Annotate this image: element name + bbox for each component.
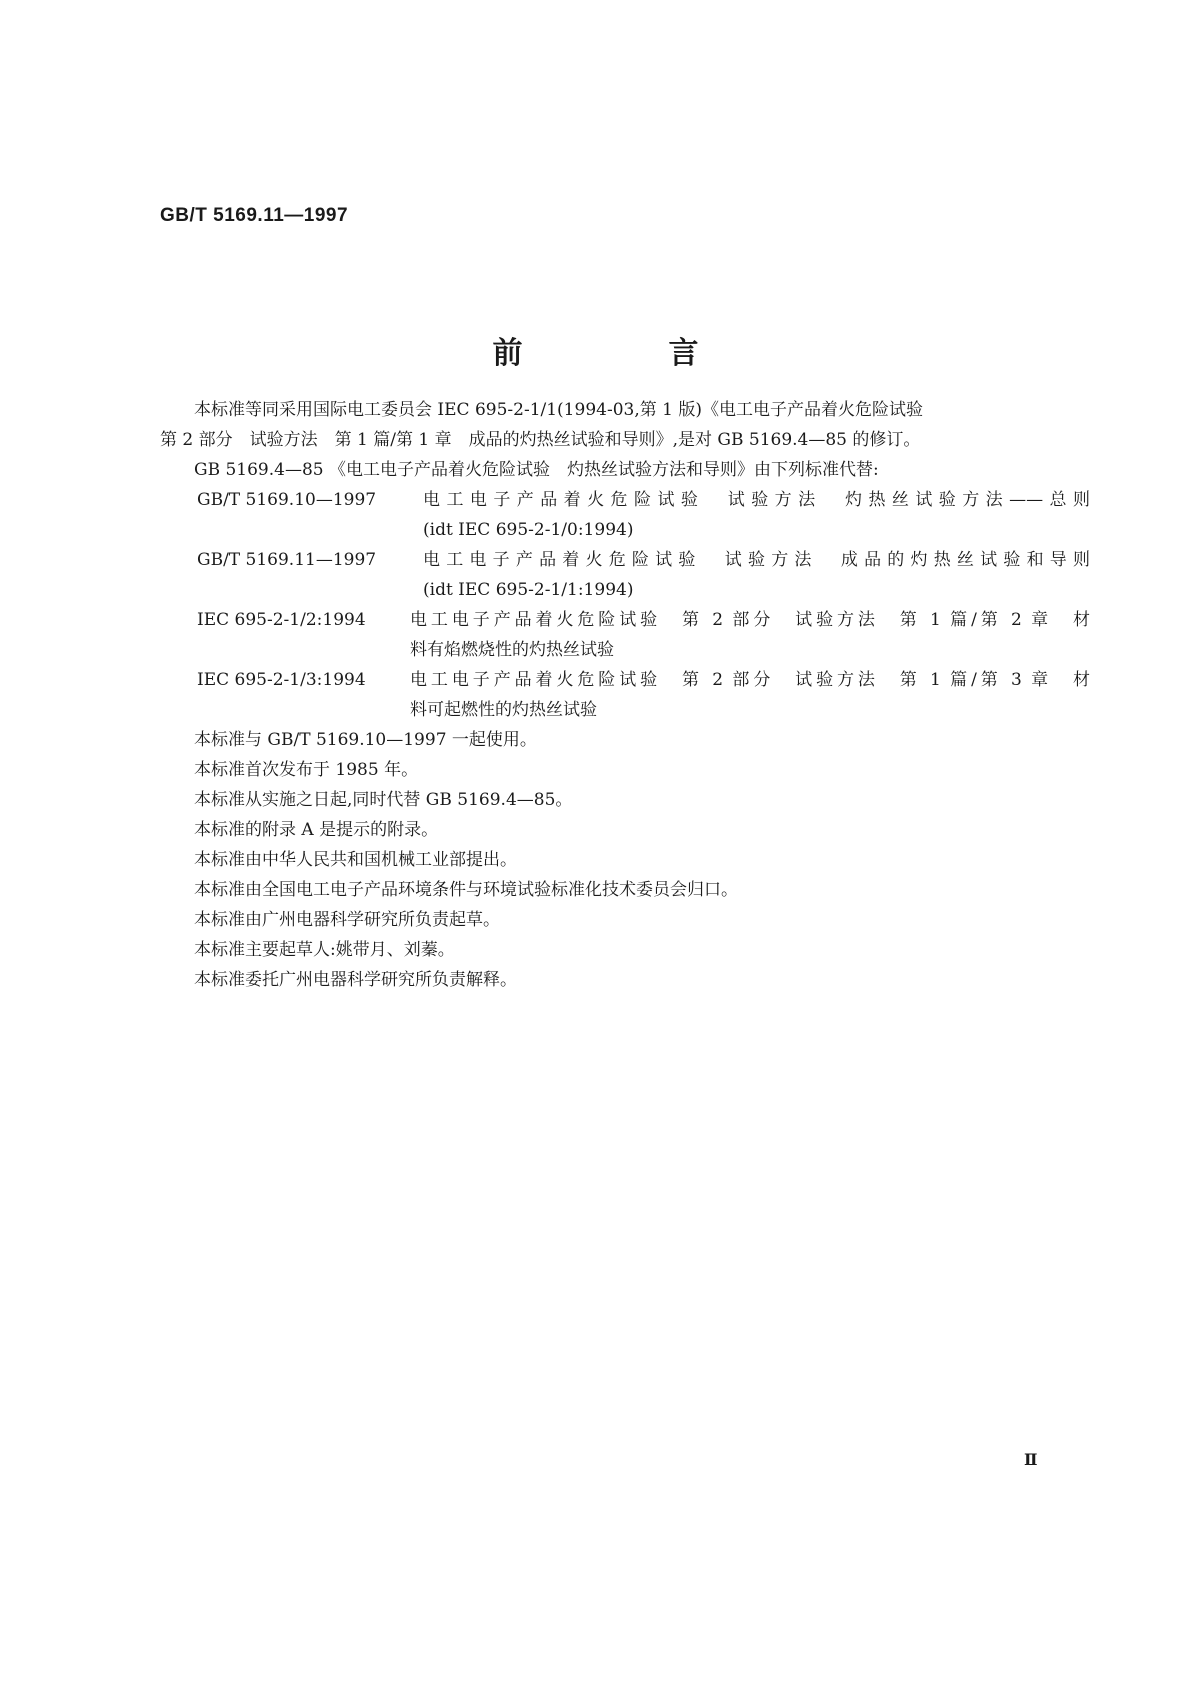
- reference-title: 电工电子产品着火危险试验 第 2 部分 试验方法 第 1 篇/第 2 章 材: [410, 610, 1090, 630]
- reference-title-cont: 料可起燃性的灼热丝试验: [410, 700, 597, 720]
- reference-title: 电工电子产品着火危险试验 试验方法 灼热丝试验方法——总则: [423, 490, 1090, 510]
- statement: 本标准的附录 A 是提示的附录。: [194, 820, 439, 840]
- reference-title-cont: 料有焰燃烧性的灼热丝试验: [410, 640, 614, 660]
- reference-item: [197, 605, 1090, 665]
- statement: 本标准委托广州电器科学研究所负责解释。: [194, 970, 517, 990]
- replaced-by-intro: GB 5169.4—85 《电工电子产品着火危险试验 灼热丝试验方法和导则》由下列标准代替:: [194, 460, 879, 480]
- statement: 本标准由广州电器科学研究所负责起草。: [194, 910, 500, 930]
- reference-code: GB/T 5169.11—1997: [197, 550, 377, 570]
- reference-title-cont: (idt IEC 695-2-1/1:1994): [423, 580, 634, 600]
- statement: 本标准首次发布于 1985 年。: [194, 760, 419, 780]
- page-title: 前 言: [492, 336, 757, 371]
- reference-item: [197, 545, 1090, 605]
- page-number: Ⅱ: [1024, 1450, 1038, 1469]
- statement: 本标准主要起草人:姚带月、刘蓁。: [194, 940, 455, 960]
- foreword-body: [160, 395, 1090, 995]
- reference-item: [197, 485, 1090, 545]
- reference-title: 电工电子产品着火危险试验 第 2 部分 试验方法 第 1 篇/第 3 章 材: [410, 670, 1090, 690]
- reference-title: 电工电子产品着火危险试验 试验方法 成品的灼热丝试验和导则: [423, 550, 1090, 570]
- reference-code: GB/T 5169.10—1997: [197, 490, 377, 510]
- standard-code: GB/T 5169.11—1997: [160, 205, 349, 226]
- reference-code: IEC 695-2-1/3:1994: [197, 670, 366, 690]
- statement: 本标准由全国电工电子产品环境条件与环境试验标准化技术委员会归口。: [194, 880, 738, 900]
- intro-line-1: 本标准等同采用国际电工委员会 IEC 695-2-1/1(1994-03,第 1 版)《电工电子产品着火危险试验: [194, 400, 923, 420]
- statement: 本标准从实施之日起,同时代替 GB 5169.4—85。: [194, 790, 573, 810]
- statement: 本标准与 GB/T 5169.10—1997 一起使用。: [194, 730, 537, 750]
- intro-line-2: 第 2 部分 试验方法 第 1 篇/第 1 章 成品的灼热丝试验和导则》,是对 GB 5169.4—85 的修订。: [160, 430, 921, 450]
- reference-item: [197, 665, 1090, 725]
- reference-code: IEC 695-2-1/2:1994: [197, 610, 366, 630]
- reference-title-cont: (idt IEC 695-2-1/0:1994): [423, 520, 634, 540]
- statement: 本标准由中华人民共和国机械工业部提出。: [194, 850, 517, 870]
